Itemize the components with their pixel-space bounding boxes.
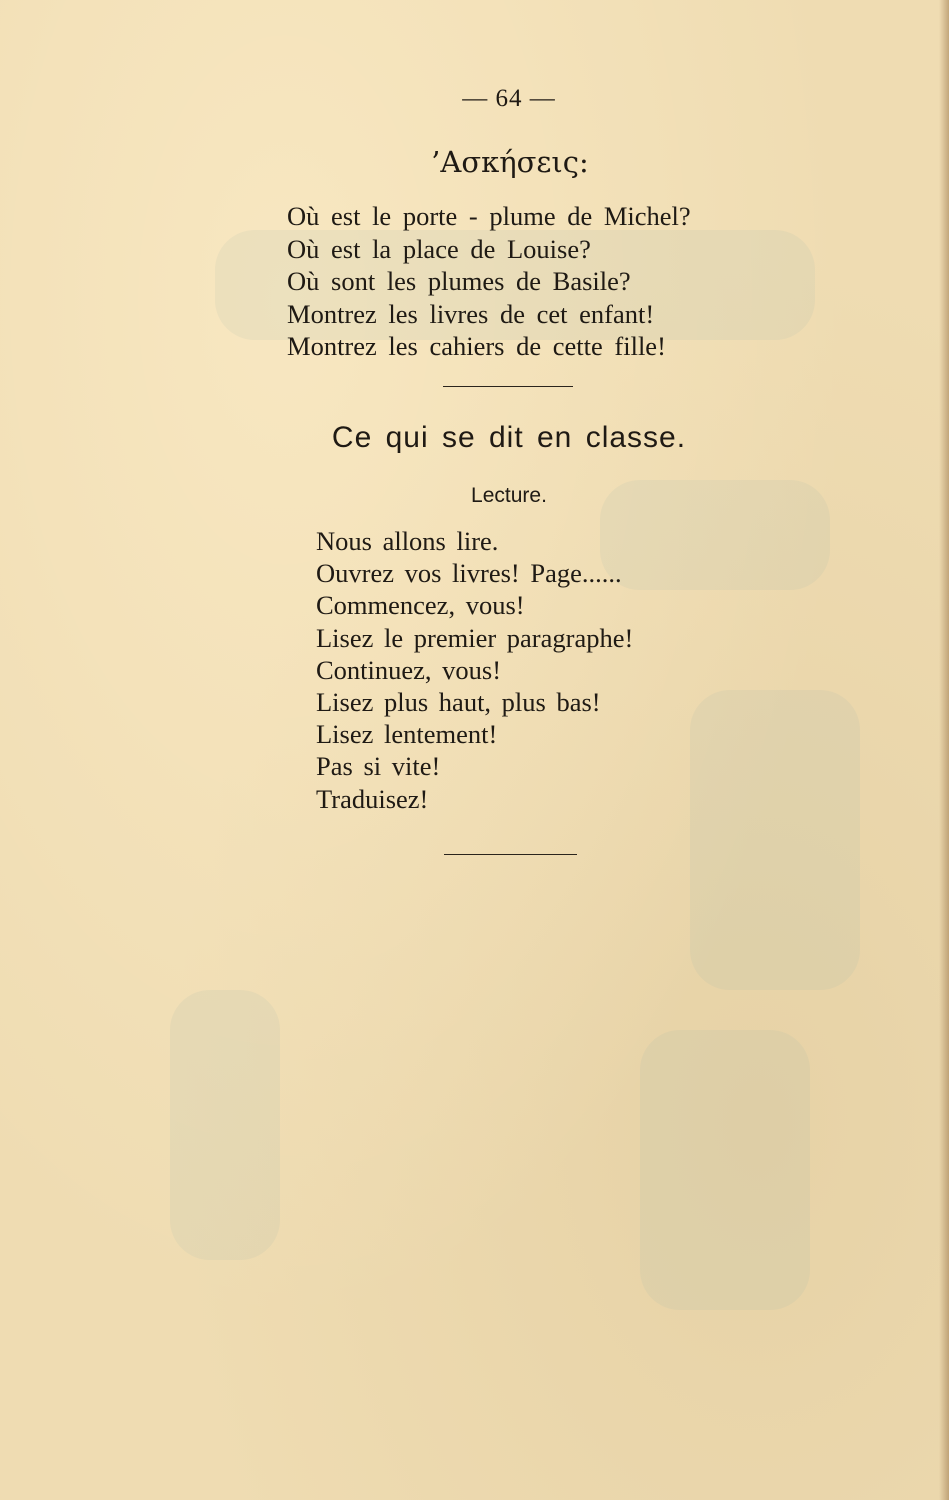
- exercise-list: [287, 200, 747, 363]
- divider: [443, 386, 573, 387]
- phrase-line: Traduisez!: [316, 783, 429, 814]
- section-title: Ce qui se dit en classe.: [331, 421, 687, 454]
- show-through-shape: [170, 990, 280, 1260]
- exercises-heading: ’Ασκήσεις:: [431, 145, 589, 179]
- show-through-shape: [640, 1030, 810, 1310]
- classroom-phrase-list: [316, 525, 736, 815]
- exercise-line: Montrez les livres de cet enfant!: [287, 298, 655, 329]
- phrase-line: Pas si vite!: [316, 751, 441, 782]
- exercise-line: Où est la place de Louise?: [287, 233, 591, 264]
- phrase-line: Nous allons lire.: [316, 526, 499, 556]
- exercise-line: Où est le porte - plume de Michel?: [287, 201, 691, 231]
- phrase-line: Lisez lentement!: [316, 719, 498, 750]
- phrase-line: Lisez le premier paragraphe!: [316, 622, 634, 653]
- exercise-line: Où sont les plumes de Basile?: [287, 266, 631, 297]
- phrase-line: Continuez, vous!: [316, 654, 502, 685]
- phrase-line: Ouvrez vos livres! Page......: [316, 558, 622, 589]
- page-edge-shadow: [939, 0, 949, 1500]
- page-number: — 64 —: [462, 85, 556, 112]
- exercise-line: Montrez les cahiers de cette fille!: [287, 331, 666, 362]
- phrase-line: Lisez plus haut, plus bas!: [316, 687, 601, 718]
- section-subheading: Lecture.: [471, 484, 547, 507]
- phrase-line: Commencez, vous!: [316, 590, 525, 621]
- divider: [444, 854, 577, 855]
